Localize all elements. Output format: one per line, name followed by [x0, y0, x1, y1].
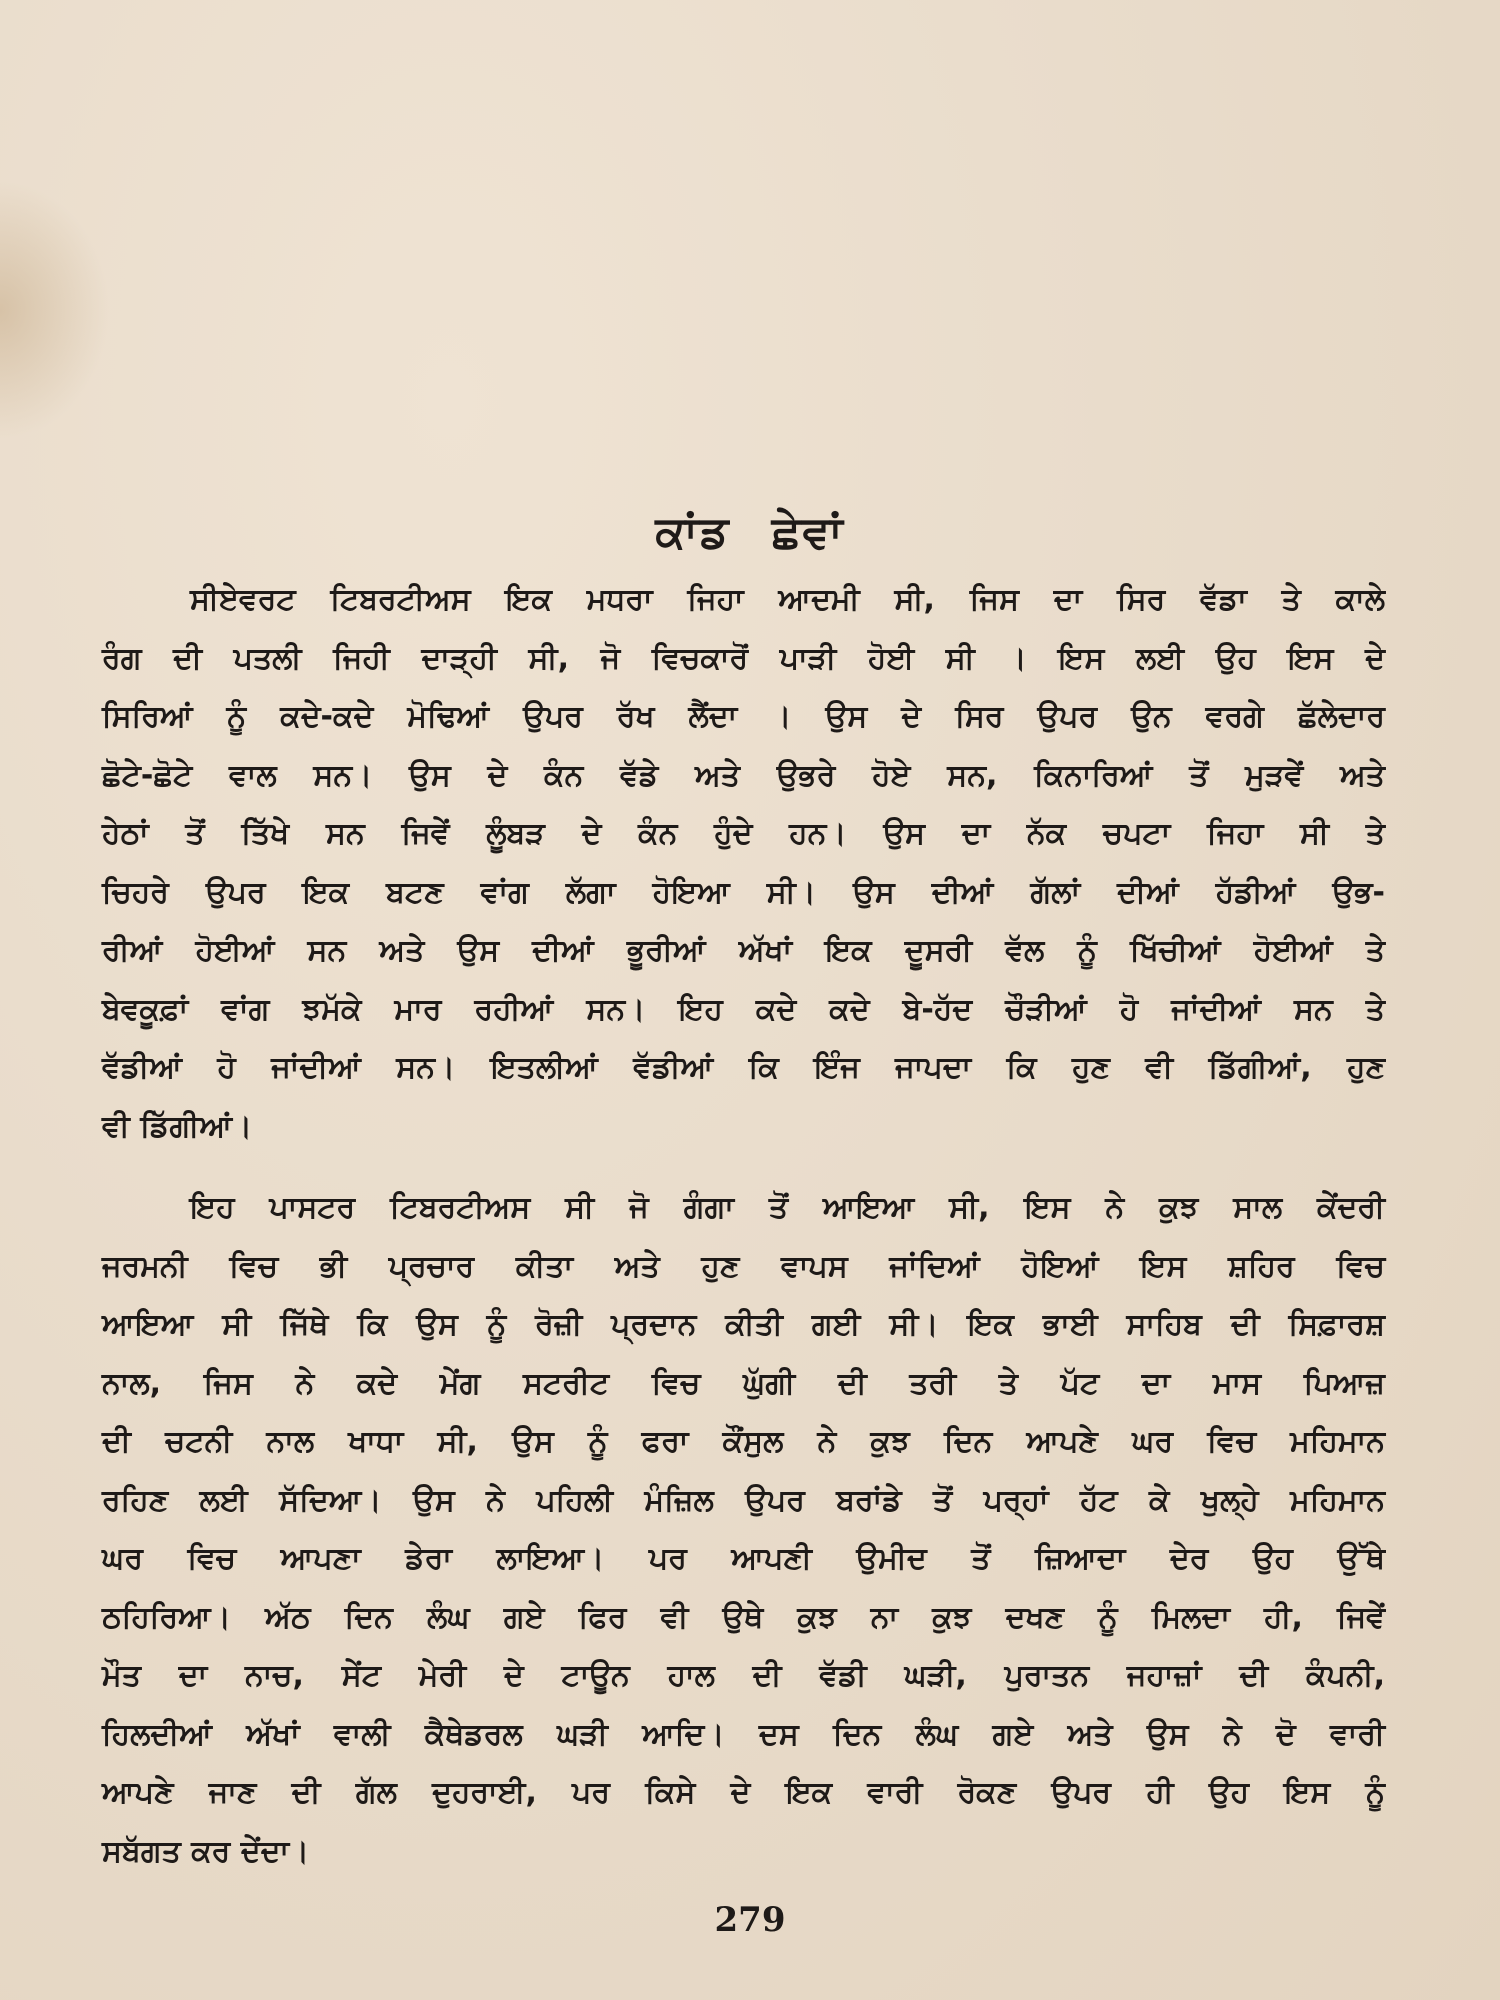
text-line: ਨਾਲ, ਜਿਸ ਨੇ ਕਦੇ ਮੇਂਗ ਸਟਰੀਟ ਵਿਚ ਘੁੱਗੀ ਦੀ ਤਰੀ ਤੇ ਪੱਟ ਦਾ ਮਾਸ ਪਿਆਜ਼	[102, 1365, 1385, 1401]
text-line: ਬੇਵਕੂਫ਼ਾਂ ਵਾਂਗ ਝਮੱਕੇ ਮਾਰ ਰਹੀਆਂ ਸਨ। ਇਹ ਕਦੇ ਕਦੇ ਬੇ-ਹੱਦ ਚੌੜੀਆਂ ਹੋ ਜਾਂਦੀਆਂ ਸਨ ਤੇ	[102, 991, 1385, 1027]
page-stain	[0, 180, 110, 440]
text-line: ਇਹ ਪਾਸਟਰ ਟਿਬਰਟੀਅਸ ਸੀ ਜੋ ਗੰਗਾ ਤੋਂ ਆਇਆ ਸੀ, ਇਸ ਨੇ ਕੁਝ ਸਾਲ ਕੇਂਦਰੀ	[190, 1190, 1385, 1225]
text-line: ਸੀਏਵਰਟ ਟਿਬਰਟੀਅਸ ਇਕ ਮਧਰਾ ਜਿਹਾ ਆਦਮੀ ਸੀ, ਜਿਸ ਦਾ ਸਿਰ ਵੱਡਾ ਤੇ ਕਾਲੇ	[190, 582, 1385, 617]
text-line: ਵੱਡੀਆਂ ਹੋ ਜਾਂਦੀਆਂ ਸਨ। ਇਤਲੀਆਂ ਵੱਡੀਆਂ ਕਿ ਇੰਜ ਜਾਪਦਾ ਕਿ ਹੁਣ ਵੀ ਡਿੱਗੀਆਂ, ਹੁਣ	[102, 1050, 1385, 1085]
text-line: ਵੀ ਡਿੱਗੀਆਂ।	[102, 1108, 253, 1144]
text-line: ਆਪਣੇ ਜਾਣ ਦੀ ਗੱਲ ਦੁਹਰਾਈ, ਪਰ ਕਿਸੇ ਦੇ ਇਕ ਵਾਰੀ ਰੋਕਣ ਉਪਰ ਹੀ ਉਹ ਇਸ ਨੂੰ	[102, 1775, 1385, 1810]
paragraph-2	[102, 1186, 1385, 1888]
text-line: ਆਇਆ ਸੀ ਜਿੱਥੇ ਕਿ ਉਸ ਨੂੰ ਰੋਜ਼ੀ ਪ੍ਰਦਾਨ ਕੀਤੀ ਗਈ ਸੀ। ਇਕ ਭਾਈ ਸਾਹਿਬ ਦੀ ਸਿਫ਼ਾਰਸ਼	[102, 1307, 1385, 1342]
text-line: ਦੀ ਚਟਨੀ ਨਾਲ ਖਾਧਾ ਸੀ, ਉਸ ਨੂੰ ਫਰਾ ਕੌਂਸੁਲ ਨੇ ਕੁਝ ਦਿਨ ਆਪਣੇ ਘਰ ਵਿਚ ਮਹਿਮਾਨ	[102, 1424, 1385, 1459]
text-line: ਛੋਟੇ-ਛੋਟੇ ਵਾਲ ਸਨ। ਉਸ ਦੇ ਕੰਨ ਵੱਡੇ ਅਤੇ ਉਭਰੇ ਹੋਏ ਸਨ, ਕਿਨਾਰਿਆਂ ਤੋਂ ਮੁੜਵੇਂ ਅਤੇ	[102, 757, 1385, 793]
text-line: ਮੌਤ ਦਾ ਨਾਚ, ਸੇਂਟ ਮੇਰੀ ਦੇ ਟਾਊਨ ਹਾਲ ਦੀ ਵੱਡੀ ਘੜੀ, ਪੁਰਾਤਨ ਜਹਾਜ਼ਾਂ ਦੀ ਕੰਪਨੀ,	[102, 1658, 1385, 1693]
text-line: ਸਿਰਿਆਂ ਨੂੰ ਕਦੇ-ਕਦੇ ਮੋਢਿਆਂ ਉਪਰ ਰੱਖ ਲੈਂਦਾ । ਉਸ ਦੇ ਸਿਰ ਉਪਰ ਉਨ ਵਰਗੇ ਛੱਲੇਦਾਰ	[102, 699, 1385, 734]
text-line: ਜਰਮਨੀ ਵਿਚ ਭੀ ਪ੍ਰਚਾਰ ਕੀਤਾ ਅਤੇ ਹੁਣ ਵਾਪਸ ਜਾਂਦਿਆਂ ਹੋਇਆਂ ਇਸ ਸ਼ਹਿਰ ਵਿਚ	[102, 1248, 1385, 1284]
text-line: ਹਿਲਦੀਆਂ ਅੱਖਾਂ ਵਾਲੀ ਕੈਥੇਡਰਲ ਘੜੀ ਆਦਿ। ਦਸ ਦਿਨ ਲੰਘ ਗਏ ਅਤੇ ਉਸ ਨੇ ਦੋ ਵਾਰੀ	[102, 1716, 1385, 1752]
text-line: ਰੀਆਂ ਹੋਈਆਂ ਸਨ ਅਤੇ ਉਸ ਦੀਆਂ ਭੂਰੀਆਂ ਅੱਖਾਂ ਇਕ ਦੂਸਰੀ ਵੱਲ ਨੂੰ ਖਿੱਚੀਆਂ ਹੋਈਆਂ ਤੇ	[102, 933, 1385, 968]
text-line: ਰੰਗ ਦੀ ਪਤਲੀ ਜਿਹੀ ਦਾੜ੍ਹੀ ਸੀ, ਜੋ ਵਿਚਕਾਰੋਂ ਪਾੜੀ ਹੋਈ ਸੀ । ਇਸ ਲਈ ਉਹ ਇਸ ਦੇ	[102, 640, 1385, 676]
text-line: ਘਰ ਵਿਚ ਆਪਣਾ ਡੇਰਾ ਲਾਇਆ। ਪਰ ਆਪਣੀ ਉਮੀਦ ਤੋਂ ਜ਼ਿਆਦਾ ਦੇਰ ਉਹ ਉੱਥੇ	[102, 1541, 1385, 1576]
page-number: 279	[714, 1900, 786, 1940]
text-line: ਰਹਿਣ ਲਈ ਸੱਦਿਆ। ਉਸ ਨੇ ਪਹਿਲੀ ਮੰਜ਼ਿਲ ਉਪਰ ਬਰਾਂਡੇ ਤੋਂ ਪਰ੍ਹਾਂ ਹੱਟ ਕੇ ਖੁਲ੍ਹੇ ਮਹਿਮਾਨ	[102, 1482, 1385, 1518]
paragraph-1	[102, 578, 1385, 1163]
text-line: ਹੇਠਾਂ ਤੋਂ ਤਿੱਖੇ ਸਨ ਜਿਵੇਂ ਲੂੰਬੜ ਦੇ ਕੰਨ ਹੁੰਦੇ ਹਨ। ਉਸ ਦਾ ਨੱਕ ਚਪਟਾ ਜਿਹਾ ਸੀ ਤੇ	[102, 816, 1385, 851]
text-line: ਠਹਿਰਿਆ। ਅੱਠ ਦਿਨ ਲੰਘ ਗਏ ਫਿਰ ਵੀ ਉਥੇ ਕੁਝ ਨਾ ਕੁਝ ਦਖਣ ਨੂੰ ਮਿਲਦਾ ਹੀ, ਜਿਵੇਂ	[102, 1599, 1385, 1635]
chapter-title: ਕਾਂਡ ਛੇਵਾਂ	[655, 507, 845, 559]
text-line: ਚਿਹਰੇ ਉਪਰ ਇਕ ਬਟਣ ਵਾਂਗ ਲੱਗਾ ਹੋਇਆ ਸੀ। ਉਸ ਦੀਆਂ ਗੱਲਾਂ ਦੀਆਂ ਹੱਡੀਆਂ ਉਭ-	[102, 874, 1385, 910]
text-line: ਸਬੱਗਤ ਕਰ ਦੇਂਦਾ।	[102, 1833, 310, 1869]
